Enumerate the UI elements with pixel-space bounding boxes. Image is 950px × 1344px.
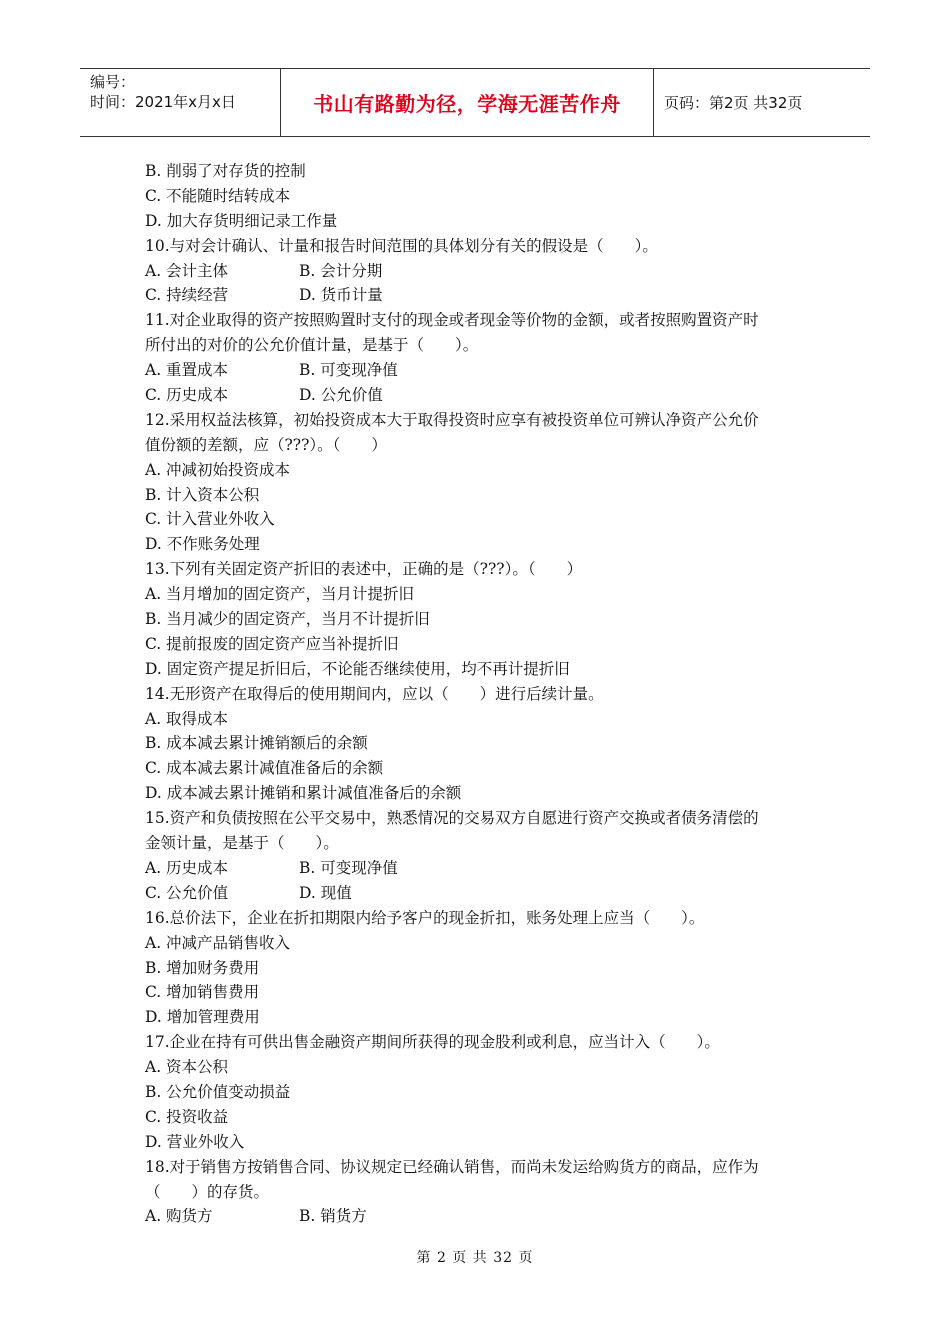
option-text: C. 公允价值 [145,883,229,902]
option-text: A. 重置成本 [145,361,229,380]
option-row [145,881,815,906]
text-line: D. 营业外收入 [145,1132,245,1151]
option-row [145,259,815,284]
option-text: A. 会计主体 [145,261,229,280]
text-line: B. 当月减少的固定资产，当月不计提折旧 [145,610,430,629]
text-line: B. 成本减去累计摊销额后的余额 [145,734,368,753]
text-line: 18.对于销售方按销售合同、协议规定已经确认销售，而尚未发运给购货方的商品，应作为 [145,1157,759,1176]
option-text: D. 公允价值 [299,386,383,405]
option-row [145,1204,815,1229]
page-header [80,68,870,137]
text-line: C. 提前报废的固定资产应当补提折旧 [145,634,399,653]
text-line: B. 削弱了对存货的控制 [145,162,306,180]
text-line: 13.下列有关固定资产折旧的表述中，正确的是（???）。（ ） [145,560,583,579]
text-line: C. 投资收益 [145,1107,229,1126]
option-text: A. 历史成本 [145,858,229,877]
option-row [145,283,815,308]
text-line: D. 加大存货明细记录工作量 [145,211,338,230]
option-text: B. 可变现净值 [299,858,398,877]
text-line: 11.对企业取得的资产按照购置时支付的现金或者现金等价物的金额，或者按照购置资产时 [145,311,759,330]
text-line: A. 取得成本 [145,709,229,728]
option-text: C. 持续经营 [145,286,229,305]
text-line: B. 计入资本公积 [145,485,260,504]
doc-date-label: 时间：2021年x月x日 [90,93,236,111]
text-line: （ ）的存货。 [145,1182,270,1201]
text-line: A. 冲减初始投资成本 [145,460,291,479]
text-line: A. 当月增加的固定资产，当月计提折旧 [145,585,415,604]
text-line: A. 资本公积 [145,1058,229,1077]
header-meta [80,69,281,136]
option-text: A. 购货方 [145,1207,213,1226]
option-row [145,358,815,383]
option-text: B. 销货方 [299,1207,367,1226]
text-line: 金领计量，是基于（ ）。 [145,834,339,853]
text-line: C. 不能随时结转成本 [145,186,291,205]
text-line: B. 公允价值变动损益 [145,1082,291,1101]
header-motto: 书山有路勤为径，学海无涯苦作舟 [281,69,654,136]
option-text: B. 可变现净值 [299,361,398,380]
text-line: D. 成本减去累计摊销和累计减值准备后的余额 [145,784,462,803]
text-line: C. 增加销售费用 [145,983,260,1002]
text-line: 10.与对会计确认、计量和报告时间范围的具体划分有关的假设是（ ）。 [145,236,658,255]
text-line: 15.资产和负债按照在公平交易中，熟悉情况的交易双方自愿进行资产交换或者债务清偿的 [145,809,759,828]
option-text: B. 会计分期 [299,261,383,280]
text-line: 所付出的对价的公允价值计量，是基于（ ）。 [145,336,479,355]
text-line: D. 不作账务处理 [145,535,260,554]
text-line: D. 固定资产提足折旧后，不论能否继续使用，均不再计提折旧 [145,659,570,678]
text-line: D. 增加管理费用 [145,1008,260,1027]
text-line: 16.总价法下，企业在折扣期限内给予客户的现金折扣，账务处理上应当（ ）。 [145,908,705,927]
text-line: 值份额的差额，应（???）。（ ） [145,435,387,454]
option-text: D. 现值 [299,883,352,902]
option-text: D. 货币计量 [299,286,383,305]
header-page-info: 页码：第2页 共32页 [664,94,803,112]
option-text: C. 历史成本 [145,386,229,405]
text-line: 12.采用权益法核算，初始投资成本大于取得投资时应享有被投资单位可辨认净资产公允价 [145,410,759,429]
doc-number-label: 编号： [90,73,136,91]
option-row [145,383,815,408]
text-line: C. 成本减去累计减值准备后的余额 [145,759,384,778]
text-line: A. 冲减产品销售收入 [145,933,291,952]
text-line: C. 计入营业外收入 [145,510,275,529]
page-footer: 第 2 页 共 32 页 [416,1250,534,1266]
text-line: B. 增加财务费用 [145,958,260,977]
document-body [145,159,815,1229]
text-line: 14.无形资产在取得后的使用期间内，应以（ ）进行后续计量。 [145,684,604,703]
option-row [145,856,815,881]
text-line: 17.企业在持有可供出售金融资产期间所获得的现金股利或利息，应当计入（ ）。 [145,1033,720,1052]
